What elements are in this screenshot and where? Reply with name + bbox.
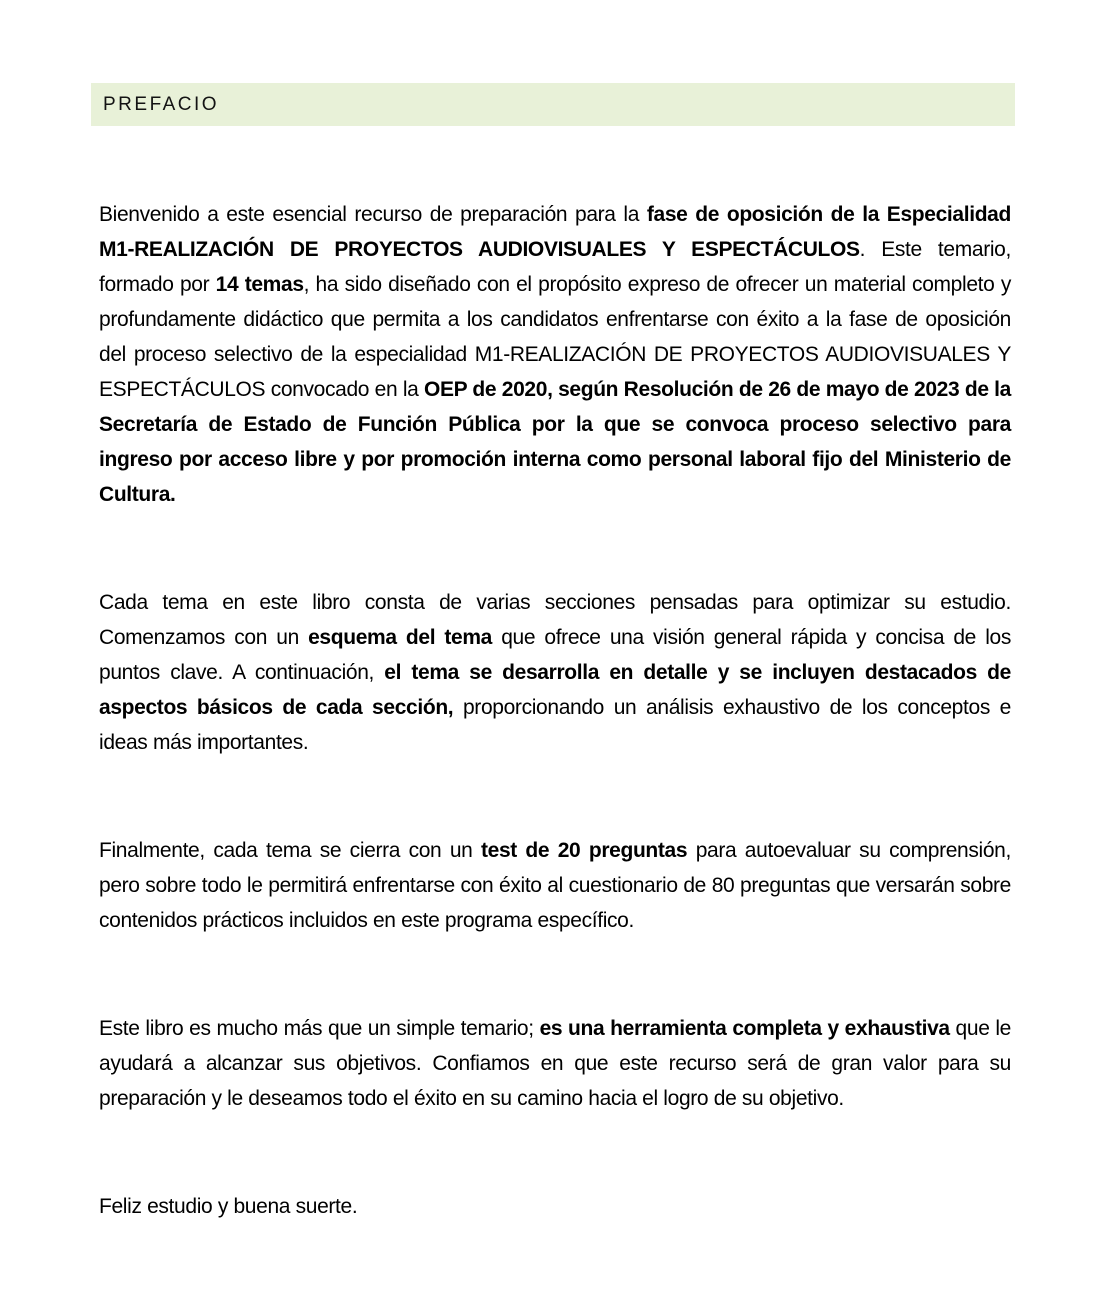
text-run: proporcionando un análisis exhaustivo de los conceptos e ideas más importantes. (99, 696, 1011, 754)
text-run: que ofrece una visión general rápida y concisa de los puntos clave. A continuación, (99, 626, 1011, 684)
text-run: Este libro es mucho más que un simple temario; (99, 1017, 540, 1040)
bold-text-run: 14 temas (215, 273, 304, 296)
text-run: , ha sido diseñado con el propósito expreso de ofrecer un material completo y profundamente didáctico que permita a los candidatos enfrentarse con éxito a la fase de oposición del proceso selectivo de la especialidad M1-REALIZACIÓN DE PROYECTOS AUDIOVISUALES Y ESPECTÁCULOS convocado en la (99, 273, 1011, 401)
bold-text-run: es una herramienta completa y exhaustiva (539, 1017, 950, 1040)
text-run: Finalmente, cada tema se cierra con un (99, 839, 481, 862)
paragraph (99, 1189, 1011, 1224)
text-run: . Este temario, formado por (99, 238, 1011, 296)
document-body (99, 197, 1011, 1224)
bold-text-run: test de 20 preguntas (481, 839, 688, 862)
text-run: Cada tema en este libro consta de varias secciones pensadas para optimizar su estudio. Comenzamos con un (99, 591, 1011, 649)
bold-text-run: el tema se desarrolla en detalle y se incluyen destacados de aspectos básicos de cada sección, (99, 661, 1011, 719)
bold-text-run: OEP de 2020, según Resolución de 26 de mayo de 2023 de la Secretaría de Estado de Función Pública por la que se convoca proceso selectivo para ingreso por acceso libre y por promoción interna como personal laboral fijo del Ministerio de Cultura. (99, 378, 1011, 506)
paragraph (99, 833, 1011, 938)
paragraph (99, 197, 1011, 512)
text-run: Bienvenido a este esencial recurso de preparación para la (99, 203, 647, 226)
paragraph (99, 585, 1011, 760)
paragraph (99, 1011, 1011, 1116)
section-title: PREFACIO (103, 93, 220, 115)
bold-text-run: fase de oposición de la Especialidad M1-REALIZACIÓN DE PROYECTOS AUDIOVISUALES Y ESPECTÁCULOS (99, 203, 1011, 261)
section-header-bar (91, 83, 1015, 126)
text-run: para autoevaluar su comprensión, pero sobre todo le permitirá enfrentarse con éxito al cuestionario de 80 preguntas que versarán sobre contenidos prácticos incluidos en este programa específico. (99, 839, 1011, 932)
bold-text-run: esquema del tema (308, 626, 492, 649)
text-run: Feliz estudio y buena suerte. (99, 1195, 358, 1218)
text-run: que le ayudará a alcanzar sus objetivos. Confiamos en que este recurso será de gran valor para su preparación y le deseamos todo el éxito en su camino hacia el logro de su objetivo. (99, 1017, 1011, 1110)
